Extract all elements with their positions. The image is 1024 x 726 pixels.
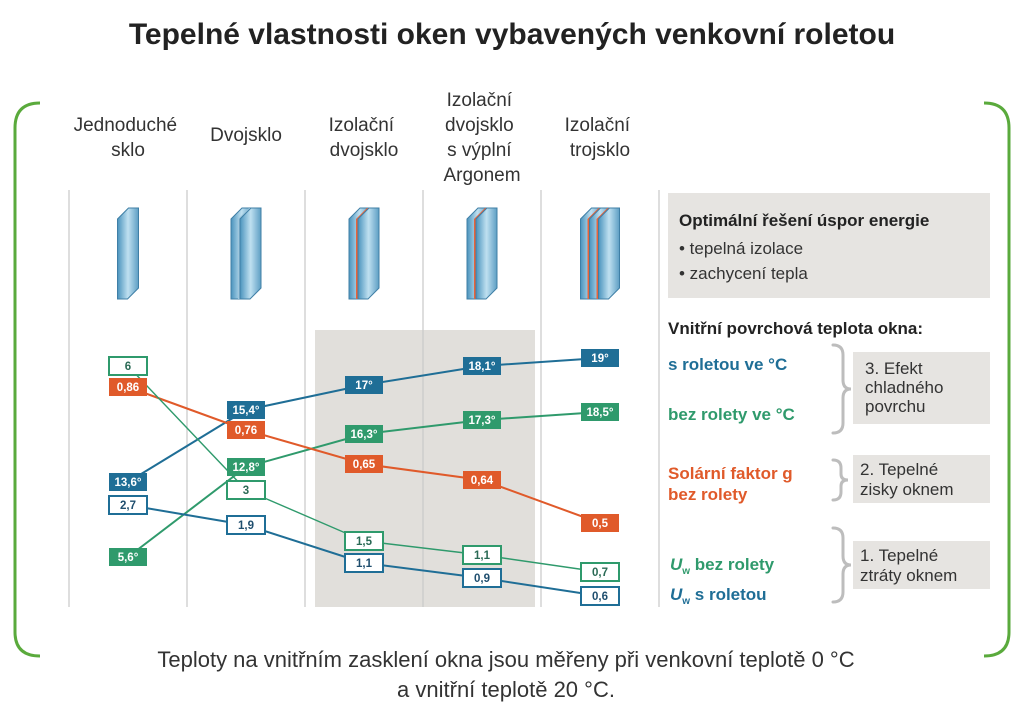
data-point-temp-with-5 (581, 349, 619, 367)
data-point-solar-3 (345, 455, 383, 473)
glass-icon-1 (118, 208, 139, 299)
data-label: 0,6 (592, 591, 608, 604)
data-point-temp-with-3 (345, 376, 383, 394)
data-label: 0,86 (116, 382, 140, 395)
footnote-line1: Teploty na vnitřním zasklení okna jsou měřeny při venkovní teplotě 0 °C (157, 647, 855, 672)
glass-pane (118, 208, 139, 299)
data-label: 1,1 (356, 558, 372, 571)
data-label: 0,5 (592, 518, 608, 531)
category-header-3: Izolační dvojsklo (328, 115, 399, 161)
category-header-5: Izolační trojsklo (564, 115, 631, 161)
glass-pane (240, 208, 261, 299)
data-label: 6 (124, 361, 132, 374)
data-point-uw-with-3 (345, 554, 383, 572)
info-box-title: Optimální řešení úspor energie (679, 211, 930, 230)
data-label: 5,6° (117, 552, 139, 565)
effect-box-1-text: 1. Tepelné ztráty oknem (860, 546, 958, 585)
glass-icon-3 (349, 208, 379, 299)
data-point-uw-without-2 (227, 481, 265, 499)
legend-braces (833, 345, 851, 602)
data-point-uw-with-2 (227, 516, 265, 534)
chart-title: Tepelné vlastnosti oken vybavených venkovní roletou (128, 18, 896, 51)
data-point-solar-2 (227, 421, 265, 439)
data-point-uw-without-5 (581, 563, 619, 581)
data-label: 1,1 (474, 550, 490, 563)
data-point-temp-without-3 (345, 425, 383, 443)
effect-box-3-text: 3. Efekt chladného povrchu (865, 359, 944, 416)
data-label: 18,5° (586, 407, 614, 420)
glass-icon-2 (231, 208, 261, 299)
data-label: 1,5 (356, 536, 372, 549)
legend-s-roletou: s roletou ve °C (668, 355, 788, 374)
legend-heading: Vnitřní povrchová teplota okna: (668, 319, 924, 338)
data-label: 0,9 (474, 573, 490, 586)
data-label: 12,8° (232, 462, 260, 475)
footnote-line2: a vnitřní teplotě 20 °C. (397, 677, 615, 702)
effect-box-2-text: 2. Tepelné zisky oknem (860, 460, 954, 499)
data-label: 17° (355, 380, 373, 393)
category-header-4: Izolační dvojsklo s výplní Argonem (443, 90, 521, 186)
data-label: 17,3° (468, 415, 496, 428)
category-header-2: Dvojsklo (210, 125, 282, 146)
data-point-temp-with-2 (227, 401, 265, 419)
data-point-temp-with-4 (463, 357, 501, 375)
data-label: 0,65 (352, 459, 376, 472)
data-point-solar-5 (581, 514, 619, 532)
data-point-temp-without-4 (463, 411, 501, 429)
glass-pane (599, 208, 620, 299)
data-point-uw-with-4 (463, 569, 501, 587)
data-point-uw-with-1 (109, 496, 147, 514)
category-header-1: Jednoduché sklo (73, 115, 178, 161)
glass-pane (358, 208, 379, 299)
data-point-uw-without-4 (463, 546, 501, 564)
glass-icon-5 (581, 208, 620, 299)
data-point-solar-1 (109, 378, 147, 396)
data-label: 1,9 (238, 520, 254, 533)
data-label: 3 (242, 485, 250, 498)
data-label: 0,64 (470, 475, 494, 488)
info-box-item-1: • tepelná izolace (679, 239, 804, 258)
data-label: 16,3° (350, 429, 378, 442)
data-point-uw-without-1 (109, 357, 147, 375)
data-label: 13,6° (114, 477, 142, 490)
data-label: 0,76 (234, 425, 258, 438)
data-point-uw-with-5 (581, 587, 619, 605)
data-label: 0,7 (592, 567, 608, 580)
data-label: 2,7 (120, 500, 136, 513)
data-point-uw-without-3 (345, 532, 383, 550)
legend-uw-s: $U_w$ s roletou (670, 585, 767, 607)
data-point-temp-without-2 (227, 458, 265, 476)
data-label: 18,1° (468, 361, 496, 374)
legend-solar-line1: Solární faktor g (668, 464, 793, 483)
legend-bez-rolety: bez rolety ve °C (668, 405, 795, 424)
data-point-temp-without-1 (109, 548, 147, 566)
left-bracket (15, 103, 40, 656)
data-point-solar-4 (463, 471, 501, 489)
glass-pane (476, 208, 497, 299)
data-label: 19° (591, 353, 609, 366)
legend-uw-bez: $U_w$ bez rolety (670, 555, 775, 577)
data-point-temp-with-1 (109, 473, 147, 491)
glass-pane-icons (118, 208, 620, 299)
legend-solar-line2: bez rolety (668, 485, 748, 504)
category-headers (74, 90, 636, 186)
data-label: 15,4° (232, 405, 260, 418)
glass-icon-4 (467, 208, 497, 299)
info-box-item-2: • zachycení tepla (679, 264, 808, 283)
data-point-temp-without-5 (581, 403, 619, 421)
